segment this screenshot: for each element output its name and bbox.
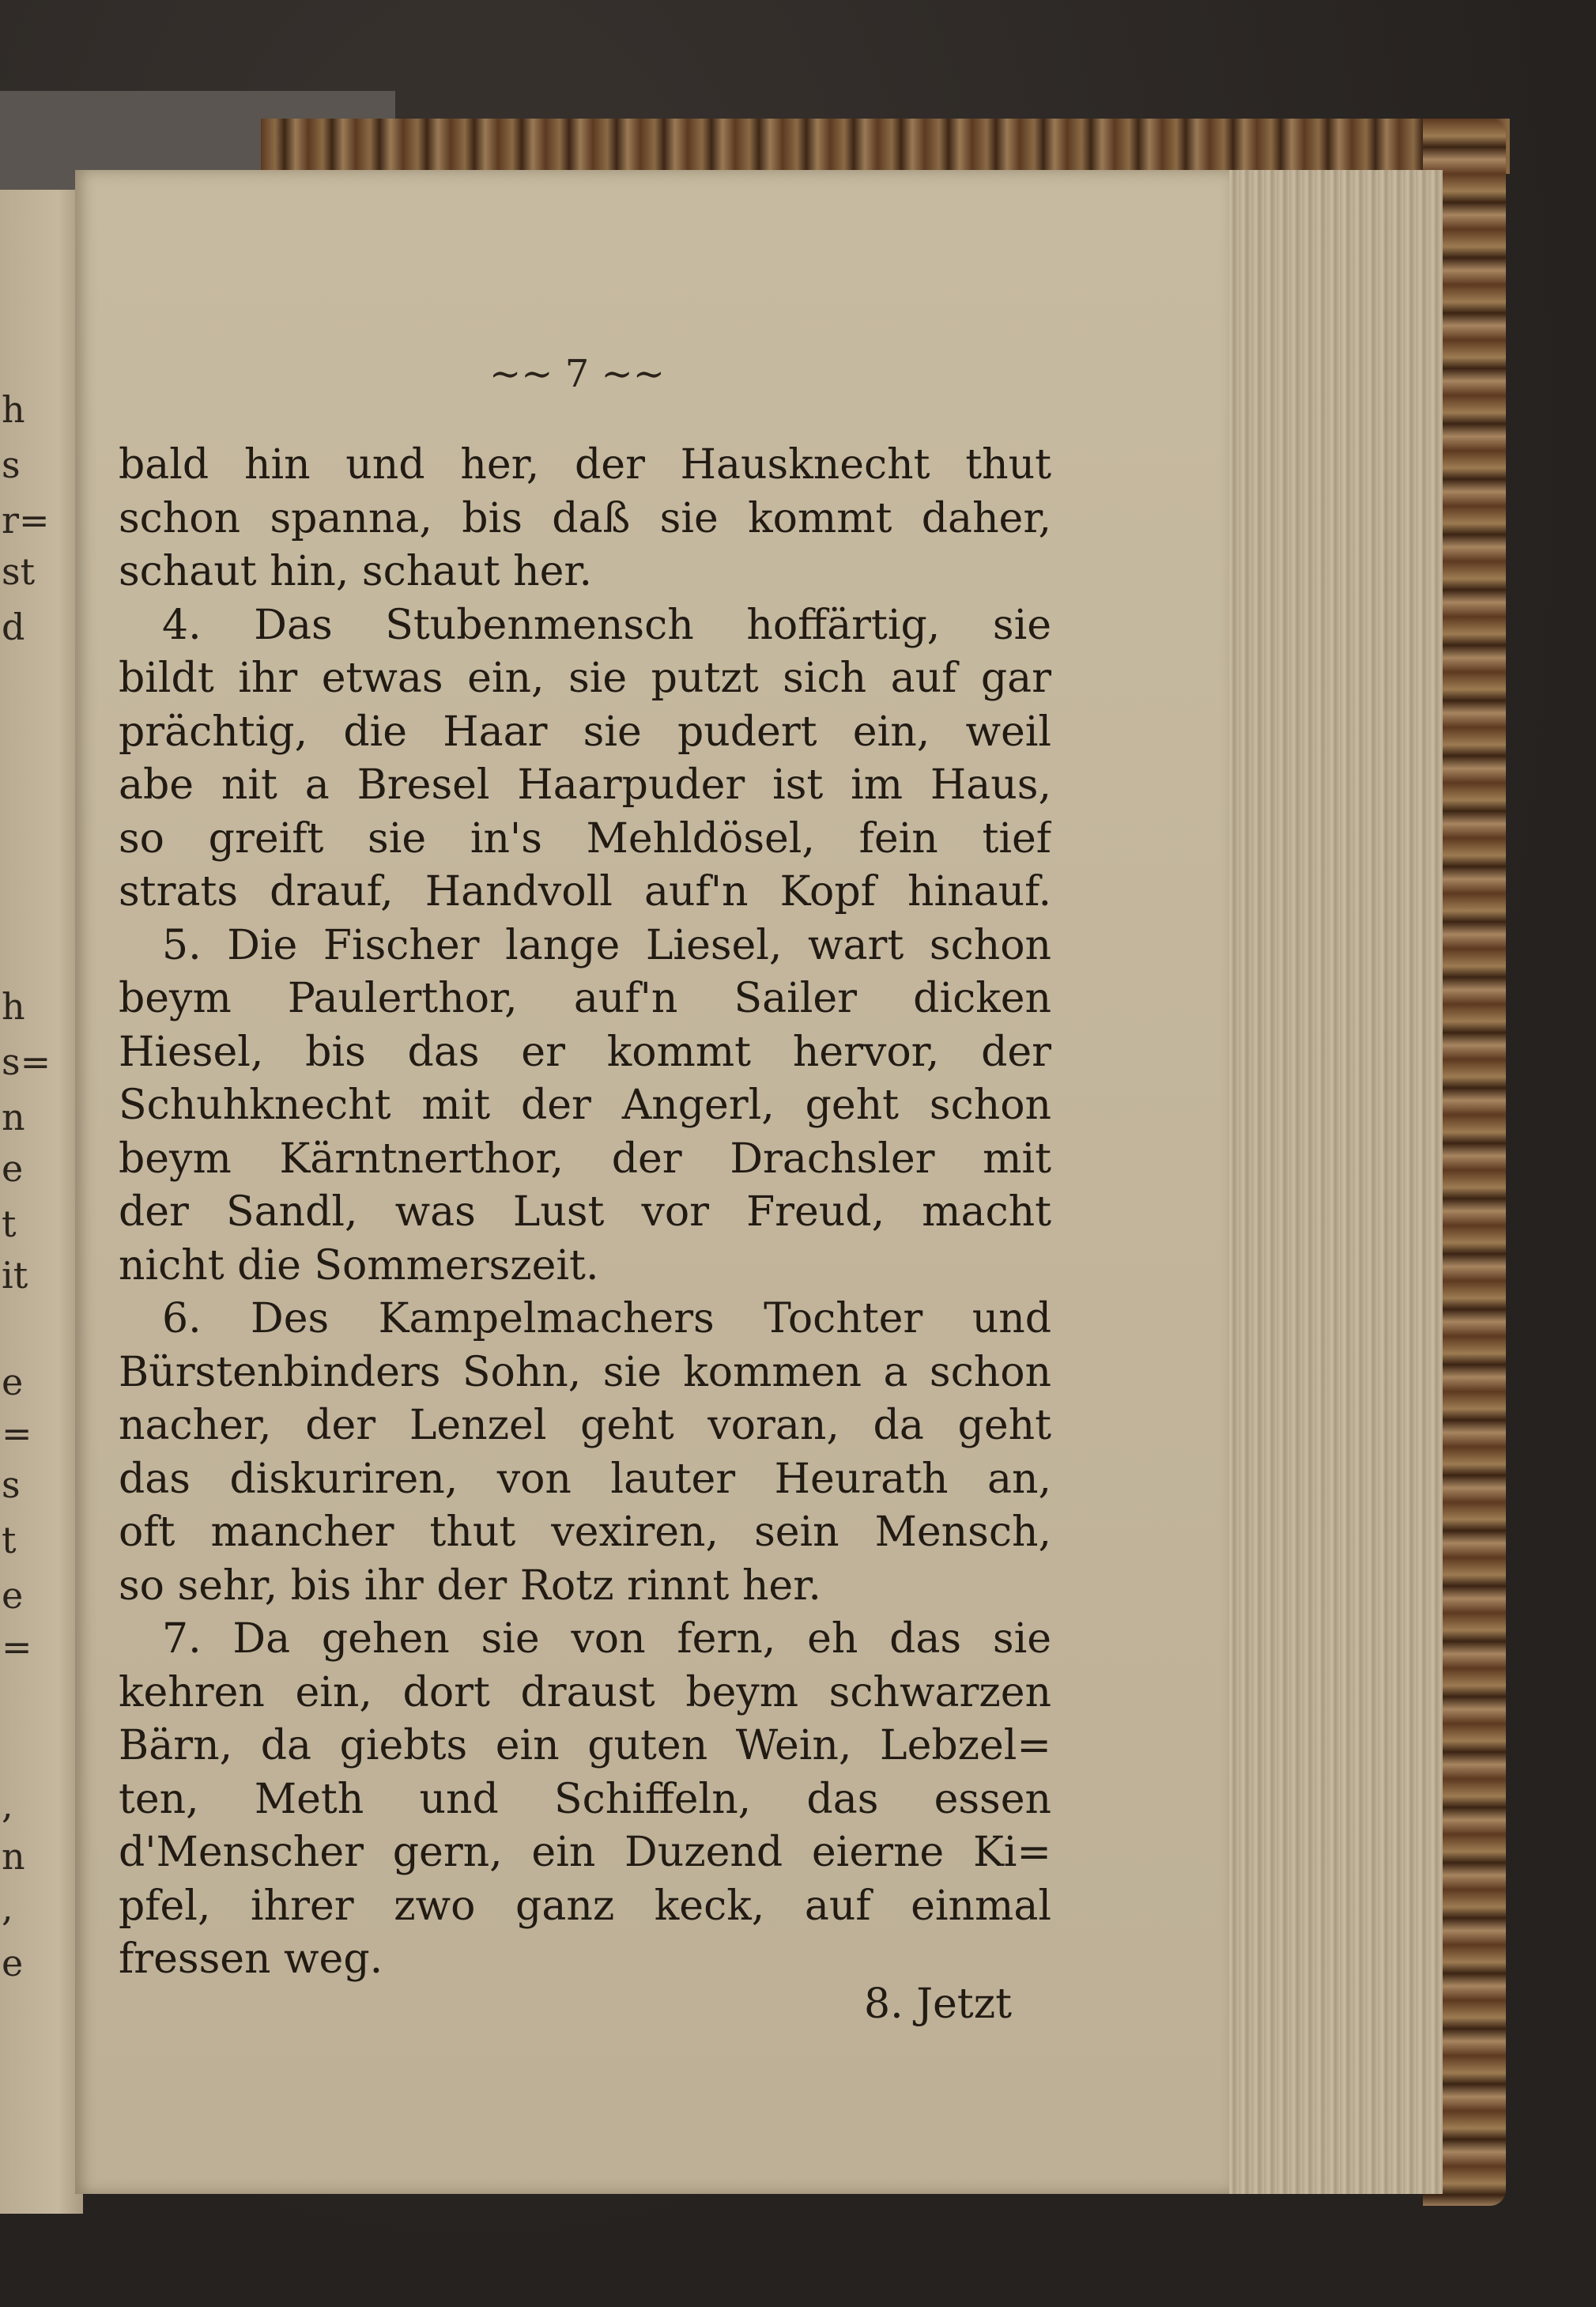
left-fragment: t xyxy=(2,1519,17,1561)
text-line: prächtig, die Haar sie pudert ein, weil xyxy=(119,708,1051,756)
page-stack-edges xyxy=(1213,170,1443,2194)
text-line: fressen weg. xyxy=(119,1935,383,1983)
left-fragment: = xyxy=(2,1412,32,1455)
left-fragment: h xyxy=(2,388,25,431)
header-ornament-left: ∼∼ xyxy=(489,352,565,396)
text-line: abe nit a Bresel Haarpuder ist im Haus, xyxy=(119,761,1051,809)
text-line: strats drauf, Handvoll auf'n Kopf hinauf. xyxy=(119,868,1051,916)
text-line: schaut hin, schaut her. xyxy=(119,548,593,595)
left-fragment: n xyxy=(2,1835,25,1878)
text-line: kehren ein, dort draust beym schwarzen xyxy=(119,1668,1051,1716)
left-fragment: r= xyxy=(2,499,50,542)
text-line: Hiesel, bis das er kommt hervor, der xyxy=(119,1028,1051,1076)
text-line: das diskuriren, von lauter Heurath an, xyxy=(119,1455,1051,1503)
text-line: so sehr, bis ihr der Rotz rinnt her. xyxy=(119,1561,821,1610)
left-fragment: e xyxy=(2,1147,24,1190)
left-fragment: s xyxy=(2,1463,21,1506)
text-line: oft mancher thut vexiren, sein Mensch, xyxy=(119,1508,1051,1556)
text-line: 5. Die Fischer lange Liesel, wart schon xyxy=(162,921,1051,969)
left-fragment: s= xyxy=(2,1040,51,1083)
text-line: der Sandl, was Lust vor Freud, macht xyxy=(119,1188,1051,1236)
left-page-edge xyxy=(0,190,83,2214)
text-line: schon spanna, bis daß sie kommt daher, xyxy=(119,494,1051,542)
header-ornament-right: ∼∼ xyxy=(589,352,665,396)
left-fragment: n xyxy=(2,1096,25,1138)
text-line: ten, Meth und Schiffeln, das essen xyxy=(119,1775,1051,1823)
text-line: beym Paulerthor, auf'n Sailer dicken xyxy=(119,975,1051,1022)
left-fragment: , xyxy=(2,1784,13,1826)
left-fragment: h xyxy=(2,985,25,1028)
text-line: Bürstenbinders Sohn, sie kommen a schon xyxy=(119,1348,1051,1396)
left-fragment: d xyxy=(2,606,25,648)
left-fragment: e xyxy=(2,1361,24,1403)
left-fragment: st xyxy=(2,550,36,593)
text-line: bildt ihr etwas ein, sie putzt sich auf gar xyxy=(119,655,1051,702)
text-line: nicht die Sommerszeit. xyxy=(119,1241,599,1289)
text-line: pfel, ihrer zwo ganz keck, auf einmal xyxy=(119,1882,1051,1930)
text-line: nacher, der Lenzel geht voran, da geht xyxy=(119,1402,1051,1449)
body-text xyxy=(119,439,1051,1987)
left-fragment: s xyxy=(2,444,21,486)
text-line: d'Menscher gern, ein Duzend eierne Ki= xyxy=(119,1829,1051,1876)
left-fragment: it xyxy=(2,1254,28,1297)
left-fragment: = xyxy=(2,1625,32,1668)
text-line: so greift sie in's Mehldösel, fein tief xyxy=(119,814,1051,863)
cover-top-edge xyxy=(261,119,1510,174)
text-line: Schuhknecht mit der Angerl, geht schon xyxy=(119,1082,1051,1129)
left-fragment: , xyxy=(2,1886,13,1929)
left-fragment: e xyxy=(2,1942,24,1984)
left-fragment: e xyxy=(2,1574,24,1617)
text-line: bald hin und her, der Hausknecht thut xyxy=(119,441,1051,489)
catchword: 8. Jetzt xyxy=(864,1980,1012,2028)
left-fragment: t xyxy=(2,1203,17,1245)
page-header xyxy=(482,352,672,407)
text-line: 4. Das Stubenmensch hoffärtig, sie xyxy=(162,601,1051,649)
text-line: 7. Da gehen sie von fern, eh das sie xyxy=(162,1615,1051,1663)
page-number: 7 xyxy=(564,352,590,396)
text-line: 6. Des Kampelmachers Tochter und xyxy=(162,1295,1051,1342)
text-line: beym Kärntnerthor, der Drachsler mit xyxy=(119,1135,1051,1183)
text-line: Bärn, da giebts ein guten Wein, Lebzel= xyxy=(119,1722,1051,1769)
